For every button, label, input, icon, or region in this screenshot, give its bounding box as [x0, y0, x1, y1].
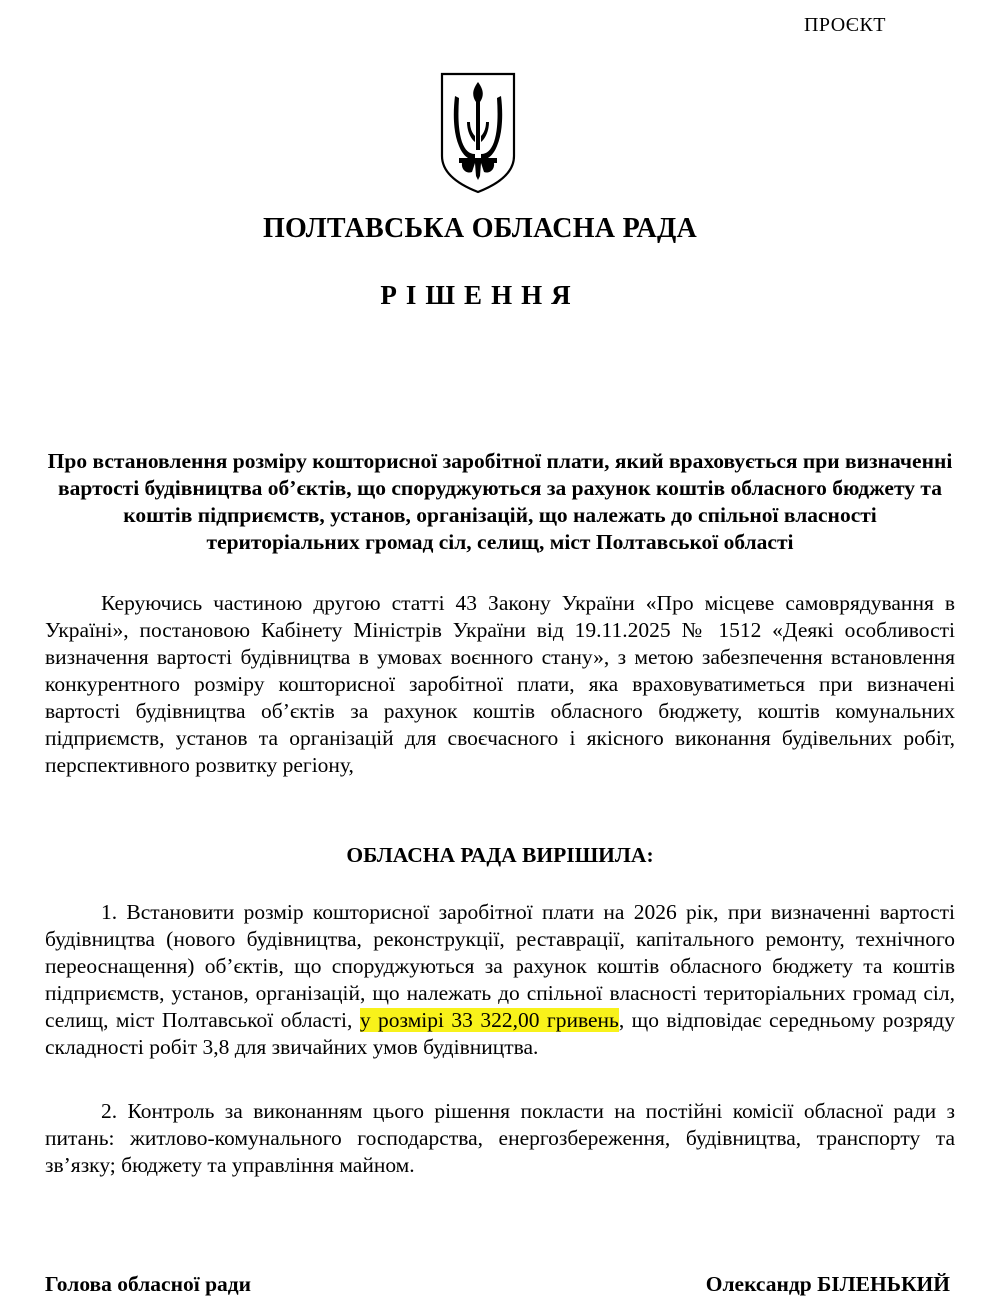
signatory-position: Голова обласної ради: [45, 1272, 252, 1296]
decision-heading: РІШЕННЯ: [380, 280, 580, 310]
item-1-paragraph: [45, 899, 955, 1061]
item-1-text: 1. Встановити розмір кошторисної заробітної плати на 2026 рік, при визначенні вартості будівництва (нового будівництва, реконструкції, реставрації, капітального ремонту, технічного переоснащення) об’єктів, що споруджуються за рахунок коштів обласного бюджету та коштів підприємств, установ, організацій, що належать до спільної власності територіальних громад сіл, селищ, міст Полтавської області,: [45, 900, 955, 1032]
council-name-heading: ПОЛТАВСЬКА ОБЛАСНА РАДА: [262, 213, 698, 244]
draft-stamp: ПРОЄКТ: [803, 14, 886, 36]
highlighted-amount: у розмірі 33 322,00 гривень: [359, 1008, 619, 1032]
preamble-paragraph: Керуючись частиною другою статті 43 Закону України «Про місцеве самоврядування в Україні», постановою Кабінету Міністрів України від 19.11.2025 № 1512 «Деякі особливості визначення вартості будівництва в умовах воєнного стану», з метою забезпечення встановлення конкурентного розміру кошторисної заробітної плати, яка враховуватиметься при визначені вартості будівництва об’єктів за рахунок коштів обласного бюджету, коштів комунальних підприємств, установ та організацій для своєчасного і якісного виконання будівельних робіт, перспективного розвитку регіону,: [45, 591, 955, 777]
resolved-heading: ОБЛАСНА РАДА ВИРІШИЛА:: [346, 843, 654, 867]
tryzub-coat-of-arms-icon: [439, 72, 517, 194]
item-2-paragraph: 2. Контроль за виконанням цього рішення покласти на постійні комісії обласної ради з питань: житлово-комунального господарства, енергозбереження, будівництва, транспорту та зв’язку; бюджету та управління майном.: [45, 1099, 955, 1177]
signatory-name: Олександр БІЛЕНЬКИЙ: [705, 1272, 950, 1296]
decision-subject: Про встановлення розміру кошторисної заробітної плати, який враховується при визначенні вартості будівництва об’єктів, що споруджуються за рахунок коштів обласного бюджету та коштів підприємств, установ, організацій, що належать до спільної власності територіальних громад сіл, селищ, міст Полтавської області: [47, 449, 953, 554]
item-1-text-continued: , що відповідає середньому розряду складності робіт 3,8 для звичайних умов будівництва.: [45, 1008, 955, 1059]
